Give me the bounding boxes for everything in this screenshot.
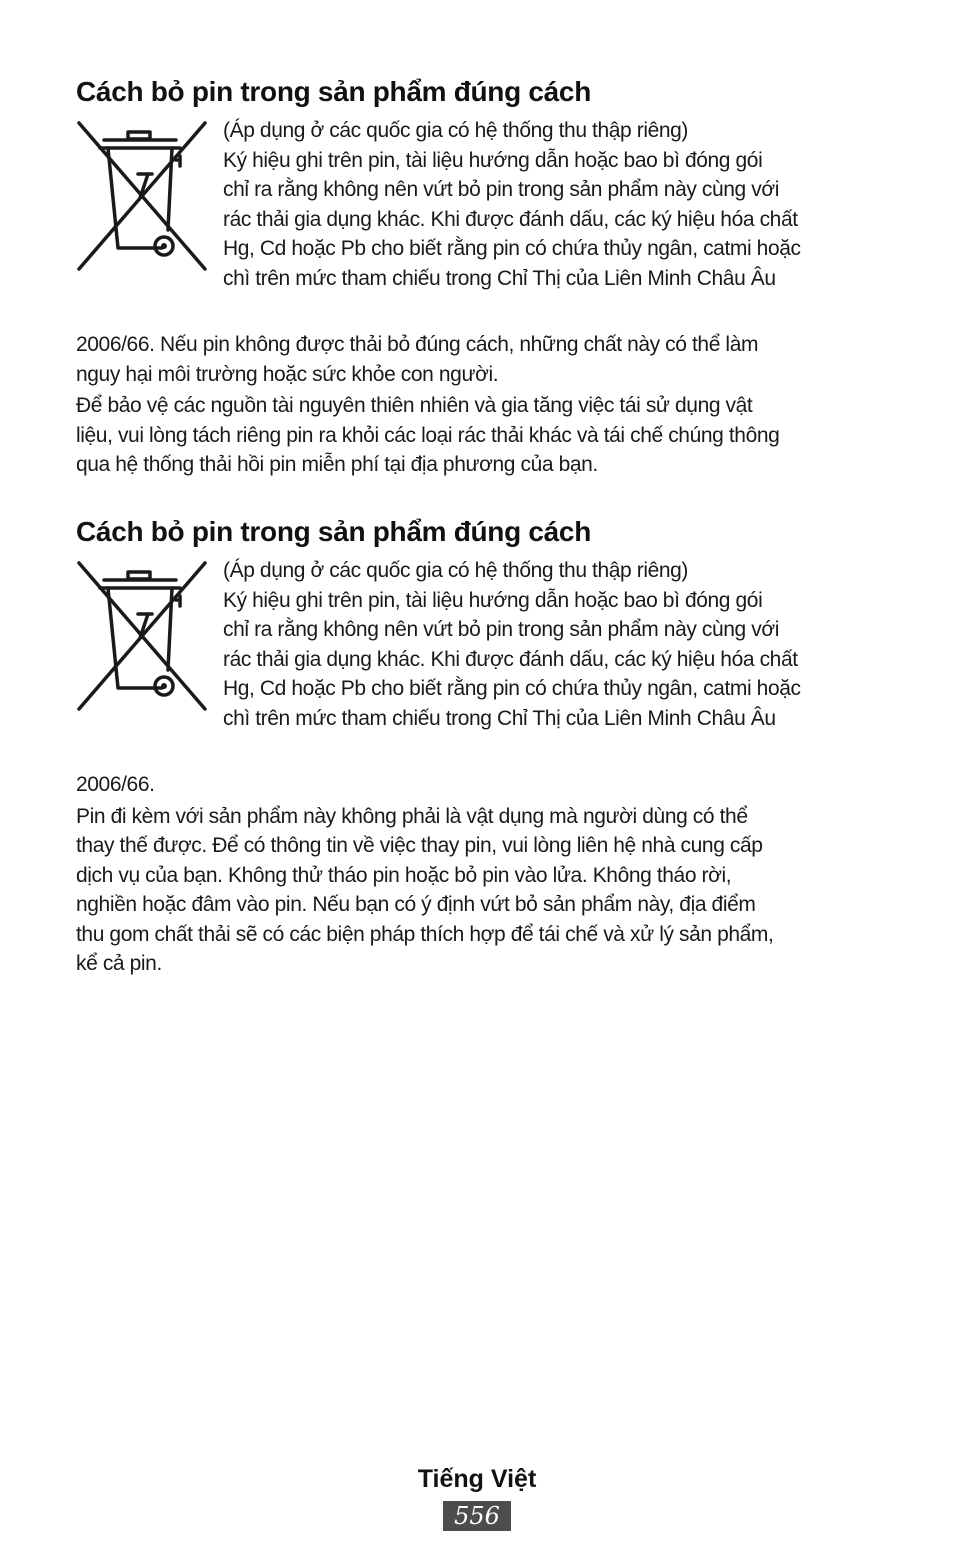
lead-line: Ký hiệu ghi trên pin, tài liệu hướng dẫn hoặc bao bì đóng gói xyxy=(223,588,763,612)
section-lead xyxy=(76,116,876,330)
paragraph-line: nghiền hoặc đâm vào pin. Nếu bạn có ý định vứt bỏ sản phẩm này, địa điểm xyxy=(76,893,756,916)
page-footer xyxy=(0,1461,954,1531)
battery-disposal-section-1 xyxy=(76,72,876,480)
section-title: Cách bỏ pin trong sản phẩm đúng cách xyxy=(76,516,592,547)
lead-line: chỉ ra rằng không nên vứt bỏ pin trong sản phẩm này cùng với xyxy=(223,618,780,641)
section-lead-text xyxy=(223,556,876,733)
lead-line: Ký hiệu ghi trên pin, tài liệu hướng dẫn hoặc bao bì đóng gói xyxy=(223,148,763,172)
paragraph-line: thu gom chất thải sẽ có các biện pháp thích hợp để tái chế và xử lý sản phẩm, xyxy=(76,922,774,946)
paragraph-line: thay thế được. Để có thông tin về việc thay pin, vui lòng liên hệ nhà cung cấp xyxy=(76,834,763,857)
lead-line: chì trên mức tham chiếu trong Chỉ Thị của Liên Minh Châu Âu xyxy=(223,266,776,290)
paragraph-line: dịch vụ của bạn. Không thử tháo pin hoặc bỏ pin vào lửa. Không tháo rời, xyxy=(76,863,732,887)
paragraph-battery-replacement xyxy=(76,802,876,979)
paragraph-line: kể cả pin. xyxy=(76,952,162,975)
paragraph-line: qua hệ thống thải hồi pin miễn phí tại địa phương của bạn. xyxy=(76,453,598,476)
section-lead-text xyxy=(223,116,876,293)
lead-line: (Áp dụng ở các quốc gia có hệ thống thu thập riêng) xyxy=(223,559,689,582)
paragraph-line: Pin đi kèm với sản phẩm này không phải là vật dụng mà người dùng có thể xyxy=(76,804,748,828)
paragraph-line: liệu, vui lòng tách riêng pin ra khỏi các loại rác thải khác và tái chế chúng thông xyxy=(76,423,780,447)
lead-line: rác thải gia dụng khác. Khi được đánh dấu, các ký hiệu hóa chất xyxy=(223,207,798,231)
page-number: 556 xyxy=(443,1501,511,1531)
lead-line: (Áp dụng ở các quốc gia có hệ thống thu thập riêng) xyxy=(223,119,689,142)
lead-line: Hg, Cd hoặc Pb cho biết rằng pin có chứa thủy ngân, catmi hoặc xyxy=(223,237,801,260)
paragraph-line: 2006/66. Nếu pin không được thải bỏ đúng cách, những chất này có thể làm xyxy=(76,333,759,356)
paragraph-recycling xyxy=(76,391,876,480)
lead-line: chì trên mức tham chiếu trong Chỉ Thị của Liên Minh Châu Âu xyxy=(223,706,776,730)
crossed-out-wheelie-bin-icon xyxy=(76,560,208,712)
paragraph-continuation xyxy=(76,330,876,389)
lead-line: rác thải gia dụng khác. Khi được đánh dấu, các ký hiệu hóa chất xyxy=(223,647,798,671)
paragraph-continuation xyxy=(76,770,876,800)
battery-disposal-section-2 xyxy=(76,512,876,979)
paragraph-line: nguy hại môi trường hoặc sức khỏe con người. xyxy=(76,362,499,386)
lead-line: chỉ ra rằng không nên vứt bỏ pin trong sản phẩm này cùng với xyxy=(223,178,780,201)
lead-line: Hg, Cd hoặc Pb cho biết rằng pin có chứa thủy ngân, catmi hoặc xyxy=(223,677,801,700)
paragraph-line: Để bảo vệ các nguồn tài nguyên thiên nhiên và gia tăng việc tái sử dụng vật xyxy=(76,394,753,417)
section-lead xyxy=(76,556,876,770)
section-title: Cách bỏ pin trong sản phẩm đúng cách xyxy=(76,76,592,107)
crossed-out-wheelie-bin-icon xyxy=(76,120,208,272)
paragraph-line: 2006/66. xyxy=(76,773,155,796)
footer-language: Tiếng Việt xyxy=(417,1465,537,1493)
